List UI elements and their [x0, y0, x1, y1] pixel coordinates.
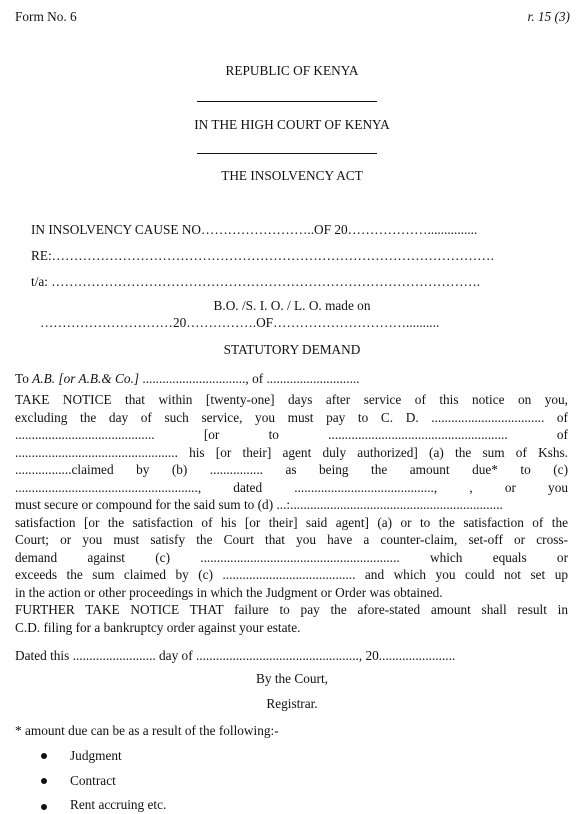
paragraph-line: exceeds the sum claimed by (c) ........................................ and which you could not set up	[15, 567, 568, 582]
order-date-line: …………………………20…………….OF…………………………..........	[40, 315, 440, 330]
registrar: Registrar.	[266, 696, 318, 711]
amount-due-note: * amount due can be as a result of the following:-	[15, 723, 279, 738]
paragraph-line: excluding the day of such service, you must pay to C. D. .................................. of	[15, 409, 568, 425]
note-item: Contract	[70, 773, 116, 788]
insolvency-cause-line: IN INSOLVENCY CAUSE NO……………………..OF 20………………...............	[31, 222, 478, 237]
by-the-court: By the Court,	[255, 671, 329, 686]
order-made-on-line: B.O. /S. I. O. / L. O. made on	[213, 298, 371, 313]
form-number: Form No. 6	[15, 9, 77, 24]
further-notice-paragraph	[15, 602, 568, 637]
paragraph-line: .......................................... [or to ...................................................... of	[15, 427, 568, 442]
paragraph-line: .................claimed by (b) ................ as being the amount due* to (c)	[15, 462, 568, 477]
note-item: Judgment	[70, 748, 122, 763]
addressee-prefix: To	[15, 371, 33, 386]
paragraph-line: in the action or other proceedings in which the Judgment or Order was obtained.	[15, 584, 443, 600]
bullet-icon	[41, 804, 47, 810]
act-heading: THE INSOLVENCY ACT	[221, 168, 363, 183]
paragraph-line: C.D. filing for a bankruptcy order against your estate.	[15, 619, 301, 635]
addressee-line	[15, 371, 360, 387]
divider-rule	[197, 153, 377, 154]
divider-rule	[197, 101, 377, 102]
bullet-icon	[41, 753, 47, 759]
paragraph-line: must secure or compound for the said sum to (d) ...:................................................................	[15, 497, 503, 512]
paragraph-line: ......................................................., dated .........................................., , or you	[15, 479, 568, 495]
republic-heading: REPUBLIC OF KENYA	[225, 63, 359, 78]
paragraph-line: satisfaction [or the satisfaction of his [or their] said agent] (a) or to the satisfaction of the	[15, 514, 568, 530]
take-notice-paragraph	[15, 392, 568, 602]
addressee-address: ..............................., of ............................	[139, 371, 360, 386]
re-line: RE:……………………………………………………………………………………….	[31, 248, 494, 263]
note-item: Rent accruing etc.	[70, 797, 167, 812]
paragraph-line: FURTHER TAKE NOTICE THAT failure to pay the afore-stated amount shall result in	[15, 602, 568, 617]
paragraph-line: ................................................. his [or their] agent duly authorized] (a) the sum of Kshs.	[15, 444, 568, 460]
paragraph-line: Court; or you must satisfy the Court that you have a counter-claim, set-off or cross-	[15, 532, 568, 547]
addressee-name: A.B. [or A.B.& Co.]	[32, 371, 140, 386]
statutory-demand-heading: STATUTORY DEMAND	[223, 342, 361, 357]
court-heading: IN THE HIGH COURT OF KENYA	[194, 117, 390, 132]
trading-as-line: t/a: …………………………………………………………………………………….	[31, 274, 481, 289]
rule-reference: r. 15 (3)	[527, 9, 570, 24]
paragraph-line: demand against (c) ............................................................ which equals or	[15, 549, 568, 565]
bullet-icon	[41, 778, 47, 784]
paragraph-line: TAKE NOTICE that within [twenty-one] days after service of this notice on you,	[15, 392, 568, 407]
dated-line: Dated this ......................... day of ................................................., 20.......................	[15, 648, 456, 663]
